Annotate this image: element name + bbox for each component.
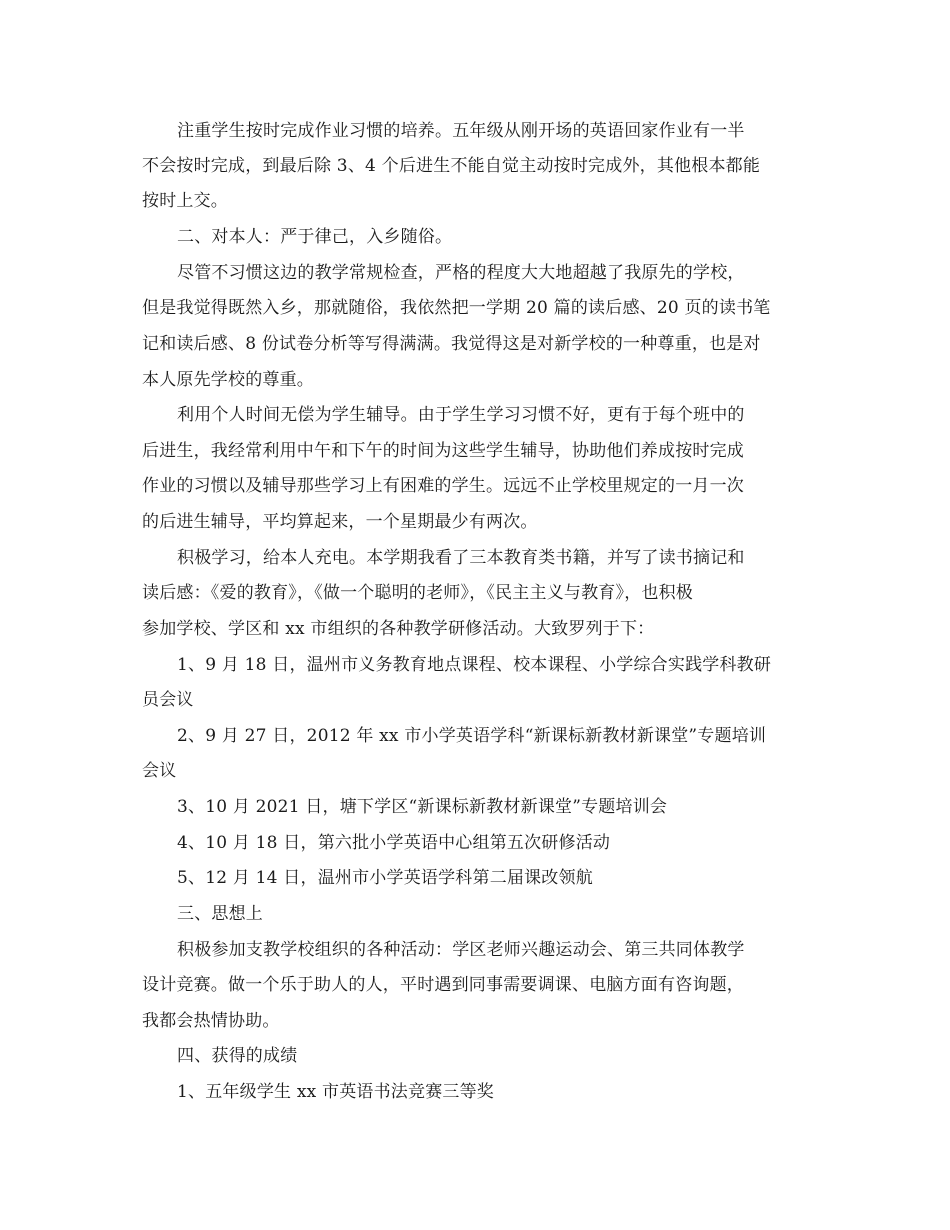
text-line: 参加学校、学区和 xx 市组织的各种教学研修活动。大致罗列于下： bbox=[142, 619, 655, 639]
text-line: 读后感：《爱的教育》，《做一个聪明的老师》，《民主主义与教育》，也积极 bbox=[142, 583, 693, 603]
text-line: 后进生，我经常利用中午和下午的时间为这些学生辅导，协助他们养成按时完成 bbox=[142, 441, 744, 461]
text-line: 利用个人时间无偿为学生辅导。由于学生学习习惯不好，更有于每个班中的 bbox=[177, 405, 745, 425]
text-line: 按时上交。 bbox=[142, 191, 228, 211]
section-heading: 三、思想上 bbox=[177, 904, 263, 924]
text-line: 但是我觉得既然入乡，那就随俗，我依然把一学期 20 篇的读后感、20 页的读书笔 bbox=[142, 298, 771, 318]
text-line: 的后进生辅导，平均算起来，一个星期最少有两次。 bbox=[142, 512, 538, 532]
section-heading: 四、获得的成绩 bbox=[177, 1046, 298, 1066]
text-line: 记和读后感、8 份试卷分析等写得满满。我觉得这是对新学校的一种尊重，也是对 bbox=[142, 334, 761, 354]
list-item: 1、五年级学生 xx 市英语书法竞赛三等奖 bbox=[177, 1082, 494, 1102]
list-item: 5、12 月 14 日，温州市小学英语学科第二届课改领航 bbox=[177, 868, 593, 888]
text-line: 设计竞赛。做一个乐于助人的人，平时遇到同事需要调课、电脑方面有咨询题， bbox=[142, 975, 744, 995]
text-line: 注重学生按时完成作业习惯的培养。五年级从刚开场的英语回家作业有一半 bbox=[177, 121, 745, 141]
list-item: 3、10 月 2021 日，塘下学区“新课标新教材新课堂”专题培训会 bbox=[177, 797, 668, 817]
list-item-continuation: 员会议 bbox=[142, 690, 194, 710]
text-line: 我都会热情协助。 bbox=[142, 1011, 280, 1031]
list-item: 1、9 月 18 日，温州市义务教育地点课程、校本课程、小学综合实践学科教研 bbox=[177, 655, 772, 675]
list-item-continuation: 会议 bbox=[142, 761, 177, 781]
text-line: 本人原先学校的尊重。 bbox=[142, 370, 314, 390]
text-line: 积极学习，给本人充电。本学期我看了三本教育类书籍，并写了读书摘记和 bbox=[177, 548, 745, 568]
section-heading: 二、对本人：严于律己，入乡随俗。 bbox=[177, 227, 453, 247]
text-line: 不会按时完成，到最后除 3、4 个后进生不能自觉主动按时完成外，其他根本都能 bbox=[142, 156, 761, 176]
text-line: 作业的习惯以及辅导那些学习上有困难的学生。远远不止学校里规定的一月一次 bbox=[142, 476, 744, 496]
list-item: 4、10 月 18 日，第六批小学英语中心组第五次研修活动 bbox=[177, 833, 611, 853]
text-line: 尽管不习惯这边的教学常规检查，严格的程度大大地超越了我原先的学校， bbox=[177, 263, 745, 283]
text-line: 积极参加支教学校组织的各种活动：学区老师兴趣运动会、第三共同体教学 bbox=[177, 940, 745, 960]
list-item: 2、9 月 27 日，2012 年 xx 市小学英语学科“新课标新教材新课堂”专题培训 bbox=[177, 726, 767, 746]
